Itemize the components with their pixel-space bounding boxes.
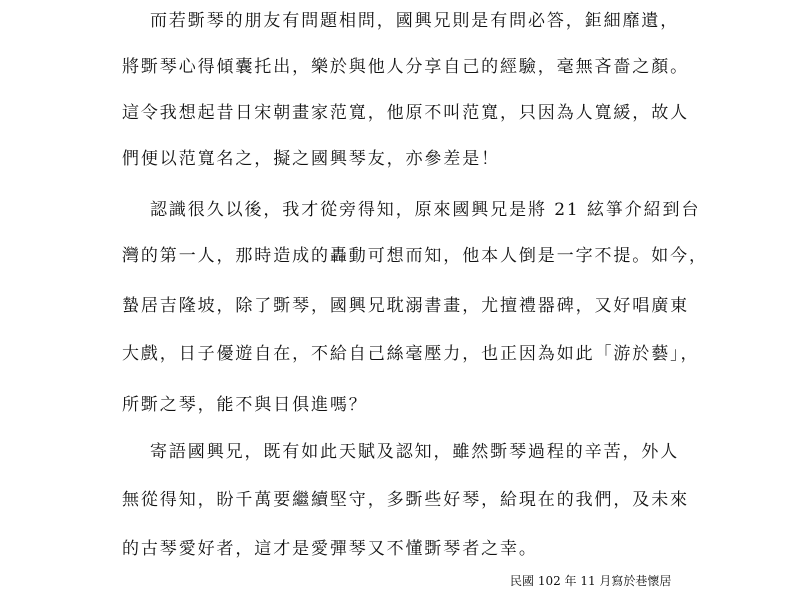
paragraph-3-line-2: 無從得知，盼千萬要繼續堅守，多斲些好琴，給現在的我們，及未來 — [122, 490, 689, 510]
paragraph-2-line-3: 蟄居吉隆坡，除了斲琴，國興兄耽溺書畫，尤擅禮器碑，又好唱廣東 — [122, 296, 689, 316]
paragraph-1-line-3: 這令我想起昔日宋朝畫家范寬，他原不叫范寬，只因為人寬緩，故人 — [122, 103, 689, 123]
paragraph-1-line-1: 而若斲琴的朋友有問題相問，國興兄則是有問必答，鉅細靡遺， — [150, 11, 680, 31]
paragraph-1-line-4: 們便以范寬名之，擬之國興琴友，亦參差是！ — [122, 149, 500, 169]
paragraph-3-line-3: 的古琴愛好者，這才是愛彈琴又不懂斲琴者之幸。 — [122, 539, 538, 559]
paragraph-1-line-2: 將斲琴心得傾囊托出，樂於與他人分享自己的經驗，毫無吝嗇之顏。 — [122, 57, 689, 77]
paragraph-2-line-4: 大戲，日子優遊自在，不給自己絲毫壓力，也正因為如此「游於藝」， — [122, 344, 700, 364]
paragraph-2-line-2: 灣的第一人，那時造成的轟動可想而知，他本人倒是一字不提。如今， — [122, 246, 708, 266]
paragraph-3-line-1: 寄語國興兄，既有如此天賦及認知，雖然斲琴過程的辛苦，外人 — [150, 442, 680, 462]
paragraph-2-line-1: 認識很久以後，我才從旁得知，原來國興兄是將 21 絃箏介紹到台 — [150, 200, 701, 220]
signature-date: 民國 102 年 11 月寫於巷懷居 — [510, 574, 672, 588]
paragraph-2-line-5: 所斲之琴，能不與日俱進嗎？ — [122, 395, 368, 415]
